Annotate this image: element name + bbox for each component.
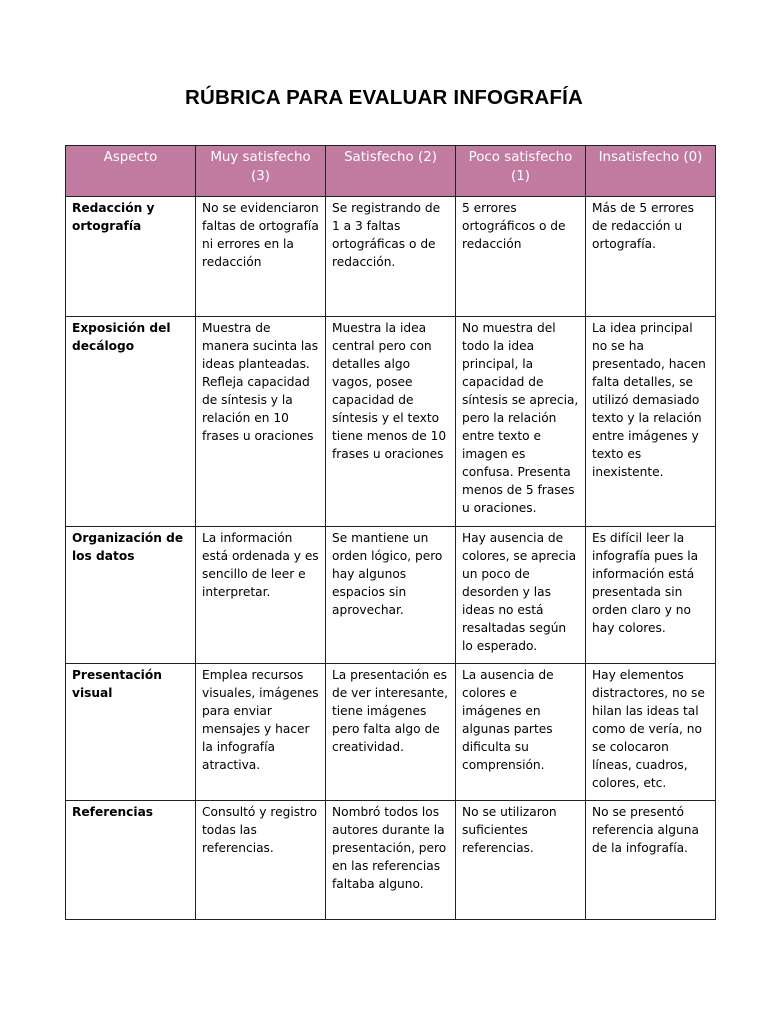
table-cell: Es difícil leer la infografía pues la información está presentada sin orden claro y no hay colores.	[586, 527, 716, 664]
table-cell: Hay elementos distractores, no se hilan las ideas tal como de vería, no se colocaron líneas, cuadros, colores, etc.	[586, 664, 716, 801]
table-cell: Hay ausencia de colores, se aprecia un poco de desorden y las ideas no está resaltadas según lo esperado.	[456, 527, 586, 664]
table-cell: Se mantiene un orden lógico, pero hay algunos espacios sin aprovechar.	[326, 527, 456, 664]
table-cell: Más de 5 errores de redacción u ortografía.	[586, 197, 716, 317]
table-cell: Muestra la idea central pero con detalles algo vagos, posee capacidad de síntesis y el texto tiene menos de 10 frases u oraciones	[326, 317, 456, 527]
table-cell: Nombró todos los autores durante la presentación, pero en las referencias faltaba alguno.	[326, 801, 456, 920]
table-cell: 5 errores ortográficos o de redacción	[456, 197, 586, 317]
table-row	[66, 801, 716, 920]
table-cell: Muestra de manera sucinta las ideas planteadas. Refleja capacidad de síntesis y la relación en 10 frases u oraciones	[196, 317, 326, 527]
table-cell: Se registrando de 1 a 3 faltas ortográficas o de redacción.	[326, 197, 456, 317]
row-aspect: Referencias	[66, 801, 196, 920]
rubric-table	[65, 145, 716, 920]
table-row	[66, 317, 716, 527]
row-aspect: Presentación visual	[66, 664, 196, 801]
table-cell: La idea principal no se ha presentado, hacen falta detalles, se utilizó demasiado texto y la relación entre imágenes y texto es inexistente.	[586, 317, 716, 527]
row-aspect: Redacción y ortografía	[66, 197, 196, 317]
table-cell: No se evidenciaron faltas de ortografía ni errores en la redacción	[196, 197, 326, 317]
table-cell: La presentación es de ver interesante, tiene imágenes pero falta algo de creatividad.	[326, 664, 456, 801]
header-satisfecho: Satisfecho (2)	[326, 146, 456, 197]
table-header-row	[66, 146, 716, 197]
header-poco-satisfecho: Poco satisfecho (1)	[456, 146, 586, 197]
table-cell: No se utilizaron suficientes referencias.	[456, 801, 586, 920]
table-cell: La ausencia de colores e imágenes en algunas partes dificulta su comprensión.	[456, 664, 586, 801]
row-aspect: Exposición del decálogo	[66, 317, 196, 527]
table-cell: No muestra del todo la idea principal, la capacidad de síntesis se aprecia, pero la relación entre texto e imagen es confusa. Presenta menos de 5 frases u oraciones.	[456, 317, 586, 527]
row-aspect: Organización de los datos	[66, 527, 196, 664]
table-cell: La información está ordenada y es sencillo de leer e interpretar.	[196, 527, 326, 664]
table-row	[66, 197, 716, 317]
header-aspect: Aspecto	[66, 146, 196, 197]
table-row	[66, 664, 716, 801]
page-title: RÚBRICA PARA EVALUAR INFOGRAFÍA	[185, 86, 583, 109]
header-insatisfecho: Insatisfecho (0)	[586, 146, 716, 197]
table-cell: No se presentó referencia alguna de la infografía.	[586, 801, 716, 920]
header-muy-satisfecho: Muy satisfecho (3)	[196, 146, 326, 197]
table-cell: Emplea recursos visuales, imágenes para enviar mensajes y hacer la infografía atractiva.	[196, 664, 326, 801]
table-row	[66, 527, 716, 664]
table-cell: Consultó y registro todas las referencias.	[196, 801, 326, 920]
